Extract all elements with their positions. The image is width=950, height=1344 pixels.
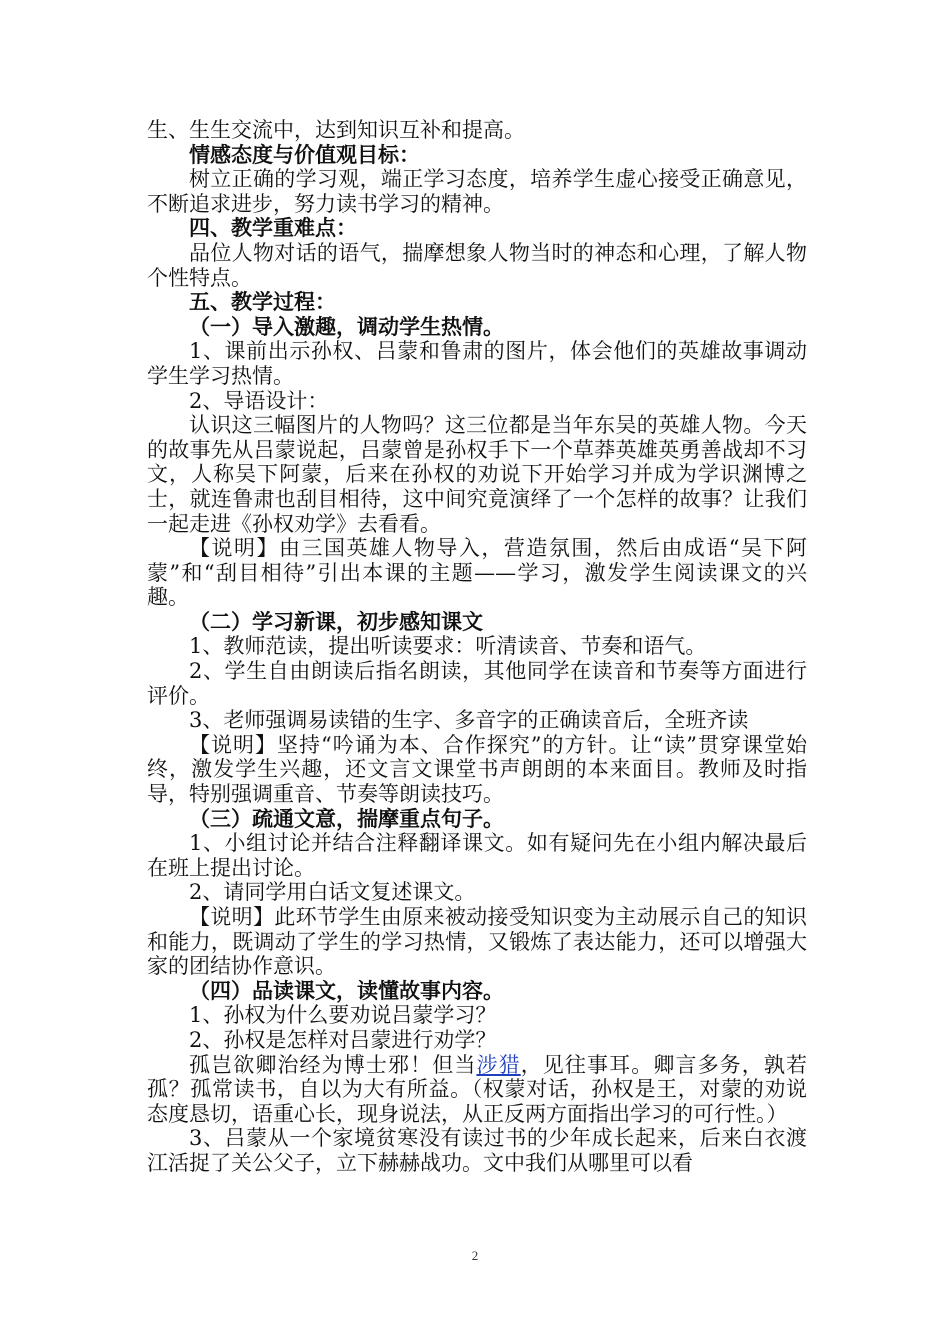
quote-text-before: 孤岂欲卿治经为博士邪！但当 [189,1052,477,1077]
paragraph: 1、教师范读，提出听读要求：听清读音、节奏和语气。 [189,634,707,659]
paragraph: 1、小组讨论并结合注释翻译课文。如有疑问先在小组内解决最后在班上提出讨论。 [147,831,807,880]
section-heading: 五、教学过程： [189,289,336,315]
note-paragraph: 【说明】此环节学生由原来被动接受知识变为主动展示自己的知识和能力，既调动了学生的学习热情，又锻炼了表达能力，还可以增强大家的团结协作意识。 [147,905,807,979]
paragraph: 3、老师强调易读错的生字、多音字的正确读音后，全班齐读 [189,708,749,733]
note-paragraph: 【说明】由三国英雄人物导入，营造氛围，然后由成语“吴下阿蒙”和“刮目相待”引出本课的主题——学习，激发学生阅读课文的兴趣。 [147,536,807,610]
paragraph: 1、孙权为什么要劝说吕蒙学习？ [189,1003,497,1028]
paragraph: 2、学生自由朗读后指名朗读，其他同学在读音和节奏等方面进行评价。 [147,659,807,708]
paragraph: 品位人物对话的语气，揣摩想象人物当时的神态和心理，了解人物个性特点。 [147,240,807,290]
paragraph: 生、生生交流中，达到知识互补和提高。 [147,118,525,142]
subsection-heading: （二）学习新课，初步感知课文 [189,608,483,634]
subsection-heading: （四）品读课文，读懂故事内容。 [189,977,504,1003]
hyperlink-shelie[interactable]: 涉猎 [476,1052,521,1077]
page-body [147,118,807,1176]
paragraph: 3、吕蒙从一个家境贫寒没有读过书的少年成长起来，后来白衣渡江活捉了关公父子，立下赫赫战功。文中我们从哪里可以看 [147,1126,807,1175]
section-heading: 情感态度与价值观目标： [189,141,420,167]
paragraph: 认识这三幅图片的人物吗？这三位都是当年东吴的英雄人物。今天的故事先从吕蒙说起，吕蒙曾是孙权手下一个草莽英雄英勇善战却不习文，人称吴下阿蒙，后来在孙权的劝说下开始学习并成为学识渊博之士，就连鲁肃也刮目相待，这中间究竟演绎了一个怎样的故事？让我们一起走进《孙权劝学》去看看。 [147,413,807,536]
paragraph: 2、孙权是怎样对吕蒙进行劝学？ [189,1027,497,1052]
quote-paragraph [147,1053,807,1127]
paragraph: 树立正确的学习观，端正学习态度，培养学生虚心接受正确意见，不断追求进步，努力读书学习的精神。 [147,167,807,216]
quote-text-after: ，见往事耳。卿言多务，孰若孤？孤常读书，自以为大有所益。（权蒙对话，孙权是王，对蒙的劝说态度恳切，语重心长，现身说法，从正反两方面指出学习的可行性。） [147,1052,808,1126]
paragraph: 2、请同学用白话文复述课文。 [189,880,476,905]
paragraph: 2、导语设计： [189,388,329,413]
subsection-heading: （一）导入激趣，调动学生热情。 [189,313,504,339]
page-number: 2 [471,1248,479,1263]
subsection-heading: （三）疏通文意，揣摩重点句子。 [189,805,504,831]
note-paragraph: 【说明】坚持“吟诵为本、合作探究”的方针。让“读”贯穿课堂始终，激发学生兴趣，还文言文课堂书声朗朗的本来面目。教师及时指导，特别强调重音、节奏等朗读技巧。 [147,732,807,807]
paragraph: 1、课前出示孙权、吕蒙和鲁肃的图片，体会他们的英雄故事调动学生学习热情。 [147,339,807,388]
section-heading: 四、教学重难点： [189,215,357,241]
